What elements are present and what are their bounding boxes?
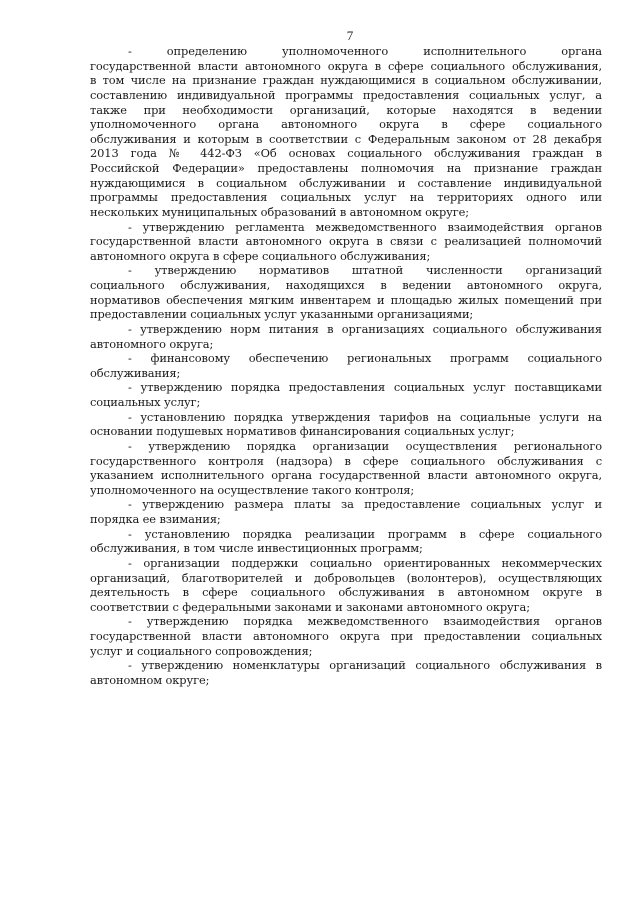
- text-line: государственного контроля (надзора) в сфере социального обслуживания с: [90, 453, 602, 468]
- text-line: - финансовому обеспечению региональных программ социального: [128, 351, 602, 366]
- text-line: государственной власти автономного округа при предоставлении социальных: [90, 629, 602, 643]
- text-line: указанием исполнительного органа государственной власти автономного округа,: [90, 468, 602, 483]
- paragraph: [90, 527, 602, 556]
- text-line: обслуживания и которым в соответствии с Федеральным законом от 28 декабря: [90, 131, 602, 146]
- document-body: [90, 44, 602, 688]
- text-line: нескольких муниципальных образований в автономном округе;: [90, 204, 469, 219]
- paragraph: [90, 322, 602, 351]
- text-line: государственной власти автономного округа в связи с реализацией полномочий: [90, 234, 602, 249]
- paragraph: [90, 497, 602, 526]
- text-line: автономном округе;: [90, 672, 210, 687]
- text-line: государственной власти автономного округа в сфере социального обслуживания,: [90, 58, 602, 73]
- text-line: - утверждению регламента межведомственного взаимодействия органов: [128, 219, 602, 234]
- paragraph: [90, 351, 602, 380]
- paragraph: [90, 380, 602, 409]
- text-line: деятельность в сфере социального обслуживания в автономном округе в: [90, 585, 602, 600]
- page-number: 7: [346, 28, 354, 43]
- text-line: услуг и социального сопровождения;: [90, 643, 313, 658]
- text-line: соответствии с федеральными законами и законами автономного округа;: [90, 599, 530, 614]
- text-line: - утверждению порядка предоставления социальных услуг поставщиками: [128, 380, 602, 395]
- text-line: в том числе на признание граждан нуждающимися в социальном обслуживании,: [90, 73, 602, 88]
- paragraph: [90, 556, 602, 615]
- text-line: - определению уполномоченного исполнительного органа: [128, 44, 602, 58]
- text-line: социальных услуг;: [90, 395, 201, 409]
- text-line: Российской Федерации» предоставлены полномочия на признание граждан: [90, 161, 602, 175]
- text-line: уполномоченного на осуществление такого контроля;: [90, 482, 415, 497]
- text-line: - установлению порядка реализации программ в сфере социального: [128, 526, 602, 541]
- text-line: автономного округа;: [90, 336, 214, 351]
- text-line: основании подушевых нормативов финансирования социальных услуг;: [90, 424, 515, 439]
- text-line: - утверждению порядка межведомственного взаимодействия органов: [128, 614, 602, 629]
- text-line: - утверждению нормативов штатной численности организаций: [128, 263, 602, 278]
- paragraph: [90, 439, 602, 498]
- text-line: также при необходимости организаций, которые находятся в ведении: [90, 102, 602, 117]
- paragraph: [90, 44, 602, 220]
- text-line: - утверждению номенклатуры организаций социального обслуживания в: [128, 658, 602, 673]
- text-line: порядка ее взимания;: [90, 512, 221, 526]
- text-line: обслуживания, в том числе инвестиционных программ;: [90, 541, 423, 556]
- text-line: программы предоставления социальных услуг на территориях одного или: [90, 190, 602, 205]
- text-line: составлению индивидуальной программы предоставления социальных услуг, а: [90, 87, 602, 102]
- text-line: обслуживания;: [90, 365, 181, 380]
- text-line: - утверждению размера платы за предоставление социальных услуг и: [128, 497, 602, 512]
- text-line: автономного округа в сфере социального обслуживания;: [90, 248, 431, 263]
- text-line: - установлению порядка утверждения тарифов на социальные услуги на: [128, 409, 602, 424]
- text-line: - организации поддержки социально ориентированных некоммерческих: [128, 555, 602, 570]
- text-line: социального обслуживания, находящихся в ведении автономного округа,: [90, 278, 602, 292]
- text-line: - утверждению порядка организации осуществления регионального: [128, 438, 602, 453]
- text-line: 2013 года № 442-ФЗ «Об основах социального обслуживания граждан в: [90, 146, 602, 161]
- paragraph: [90, 658, 602, 687]
- text-line: нормативов обеспечения мягким инвентарем и площадью жилых помещений при: [90, 292, 602, 307]
- text-line: уполномоченного органа автономного округа в сфере социального: [90, 117, 602, 132]
- text-line: организаций, благотворителей и добровольцев (волонтеров), осуществляющих: [90, 570, 602, 585]
- text-line: нуждающимися в социальном обслуживании и составление индивидуальной: [90, 175, 602, 190]
- paragraph: [90, 220, 602, 264]
- paragraph: [90, 614, 602, 658]
- paragraph: [90, 263, 602, 322]
- text-line: предоставлении социальных услуг указанными организациями;: [90, 307, 474, 322]
- text-line: - утверждению норм питания в организациях социального обслуживания: [128, 321, 602, 336]
- paragraph: [90, 410, 602, 439]
